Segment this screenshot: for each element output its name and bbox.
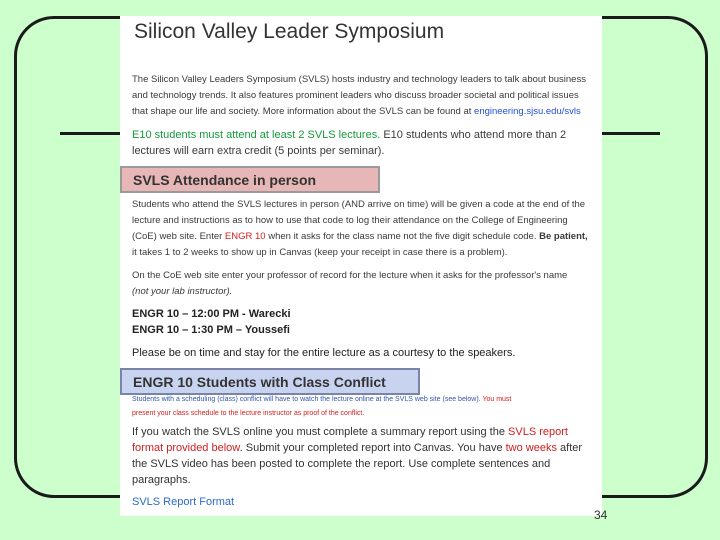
requirement-line: E10 students must attend at least 2 SVLS lectures. E10 students who attend more than 2 — [132, 129, 567, 141]
section-heading-in-person: SVLS Attendance in person — [120, 166, 380, 193]
page-title: Silicon Valley Leader Symposium — [134, 20, 445, 43]
intro-line: that shape our life and society. More information about the SVLS can be found at engineering.sjsu.edu/svls — [132, 106, 581, 117]
engr-sections — [132, 306, 291, 338]
intro-line: The Silicon Valley Leaders Symposium (SVLS) hosts industry and technology leaders to talk about business — [132, 74, 586, 85]
requirement-line: lectures will earn extra credit (5 points per seminar). — [132, 145, 385, 157]
slide-frame-right — [596, 16, 708, 498]
intro-paragraph — [132, 72, 586, 120]
screenshot-document — [120, 16, 602, 516]
svls-site-link[interactable]: engineering.sjsu.edu/svls — [474, 106, 581, 117]
section-heading-conflict: ENGR 10 Students with Class Conflict — [120, 368, 420, 395]
conflict-note: Students with a scheduling (class) conflict will have to watch the lecture online at the SVLS web site (see below). You must present your class schedule to the lecture instructor as proof of the conflict. — [132, 396, 512, 417]
svls-report-format-link[interactable]: SVLS Report Format — [132, 496, 235, 508]
engr-section-warecki: ENGR 10 – 12:00 PM - Warecki — [132, 308, 291, 320]
page-number: 34 — [594, 508, 608, 522]
engr-section-youssefi: ENGR 10 – 1:30 PM – Youssefi — [132, 324, 290, 336]
professor-paragraph: On the CoE web site enter your professor of record for the lecture when it asks for the professor's name (not your lab instructor). — [132, 270, 568, 297]
intro-line: and technology trends. It also features prominent leaders who discuss broader societal and political issues — [132, 90, 579, 101]
requirement-paragraph — [132, 127, 566, 159]
online-report-paragraph: If you watch the SVLS online you must complete a summary report using the SVLS report format provided below. Submit your completed report into Canvas. You have two weeks after the SVLS video has been posted to complete the report. Use complete sentences and paragraphs. — [132, 426, 583, 486]
slide-frame-left — [14, 16, 134, 498]
divider-right — [600, 132, 660, 135]
courtesy-note: Please be on time and stay for the entire lecture as a courtesy to the speakers. — [132, 347, 516, 359]
divider-left — [60, 132, 122, 135]
in-person-paragraph: Students who attend the SVLS lectures in person (AND arrive on time) will be given a code at the end of the lecture and instructions as to how to use that code to log their attendance on the College of Engineering (CoE) web site. Enter ENGR 10 when it asks for the class name not the five digit schedule code. Be patient, it takes 1 to 2 weeks to show up in Canvas (keep your receipt in case there is a problem). — [132, 199, 588, 258]
